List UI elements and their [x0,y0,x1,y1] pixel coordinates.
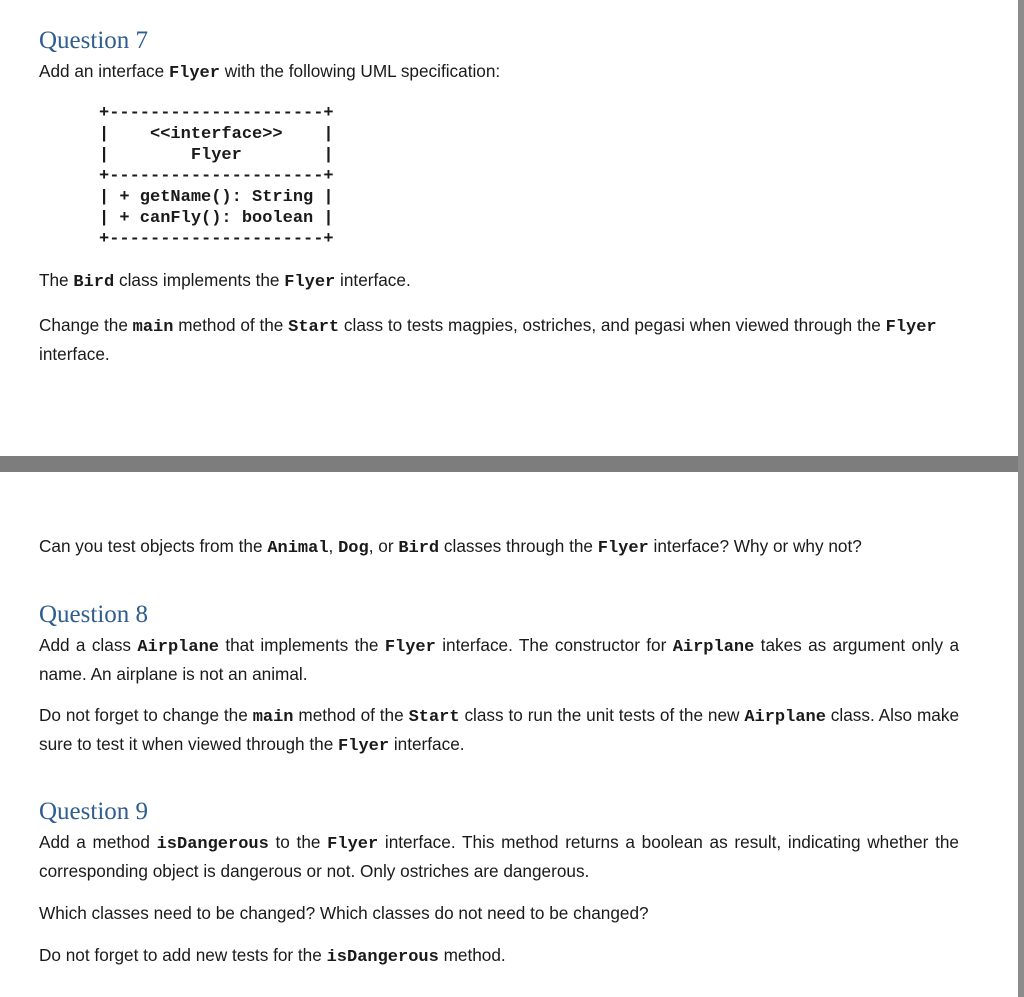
uml-diagram [99,103,334,250]
question-7-heading: Question 7 [39,27,149,54]
uml-method-getname: | + getName(): String | [99,188,334,207]
uml-stereotype: | <<interface>> | [99,125,334,144]
uml-bottom-border: +---------------------+ [99,230,334,249]
uml-method-canfly: | + canFly(): boolean | [99,209,334,228]
question-9-which-classes: Which classes need to be changed? Which classes do not need to be changed? [39,903,649,923]
question-8-airplane: Add a class Airplane that implements the Flyer interface. The constructor for Airplane takes as argument only a name. An airplane is not an animal. [39,635,960,684]
question-8-change-main: Do not forget to change the main method of the Start class to run the unit tests of the new Airplane class. Also make sure to test it when viewed through the Flyer interface. [39,705,960,756]
question-8-heading: Question 8 [39,601,149,628]
question-7-change-main: Change the main method of the Start class to tests magpies, ostriches, and pegasi when viewed through the Flyer interface. [39,315,937,364]
page-right-shadow [1018,0,1024,997]
page-separator [0,456,1024,472]
question-7-intro: Add an interface Flyer with the following UML specification: [39,61,501,83]
question-9-heading: Question 9 [39,798,149,825]
question-9-isdangerous: Add a method isDangerous to the Flyer interface. This method returns a boolean as result, indicating whether the corresponding object is dangerous or not. Only ostriches are dangerous. [39,832,959,881]
uml-divider: +---------------------+ [99,167,334,186]
uml-class-name: | Flyer | [99,146,334,165]
uml-top-border: +---------------------+ [99,104,334,123]
question-7-bird-implements: The Bird class implements the Flyer interface. [39,270,411,292]
question-9-add-tests: Do not forget to add new tests for the isDangerous method. [39,945,506,967]
document-page-2 [0,472,1018,997]
document-page-1 [0,0,1018,456]
question-7-test-question: Can you test objects from the Animal, Dog, or Bird classes through the Flyer interface? Why or why not? [39,536,862,558]
